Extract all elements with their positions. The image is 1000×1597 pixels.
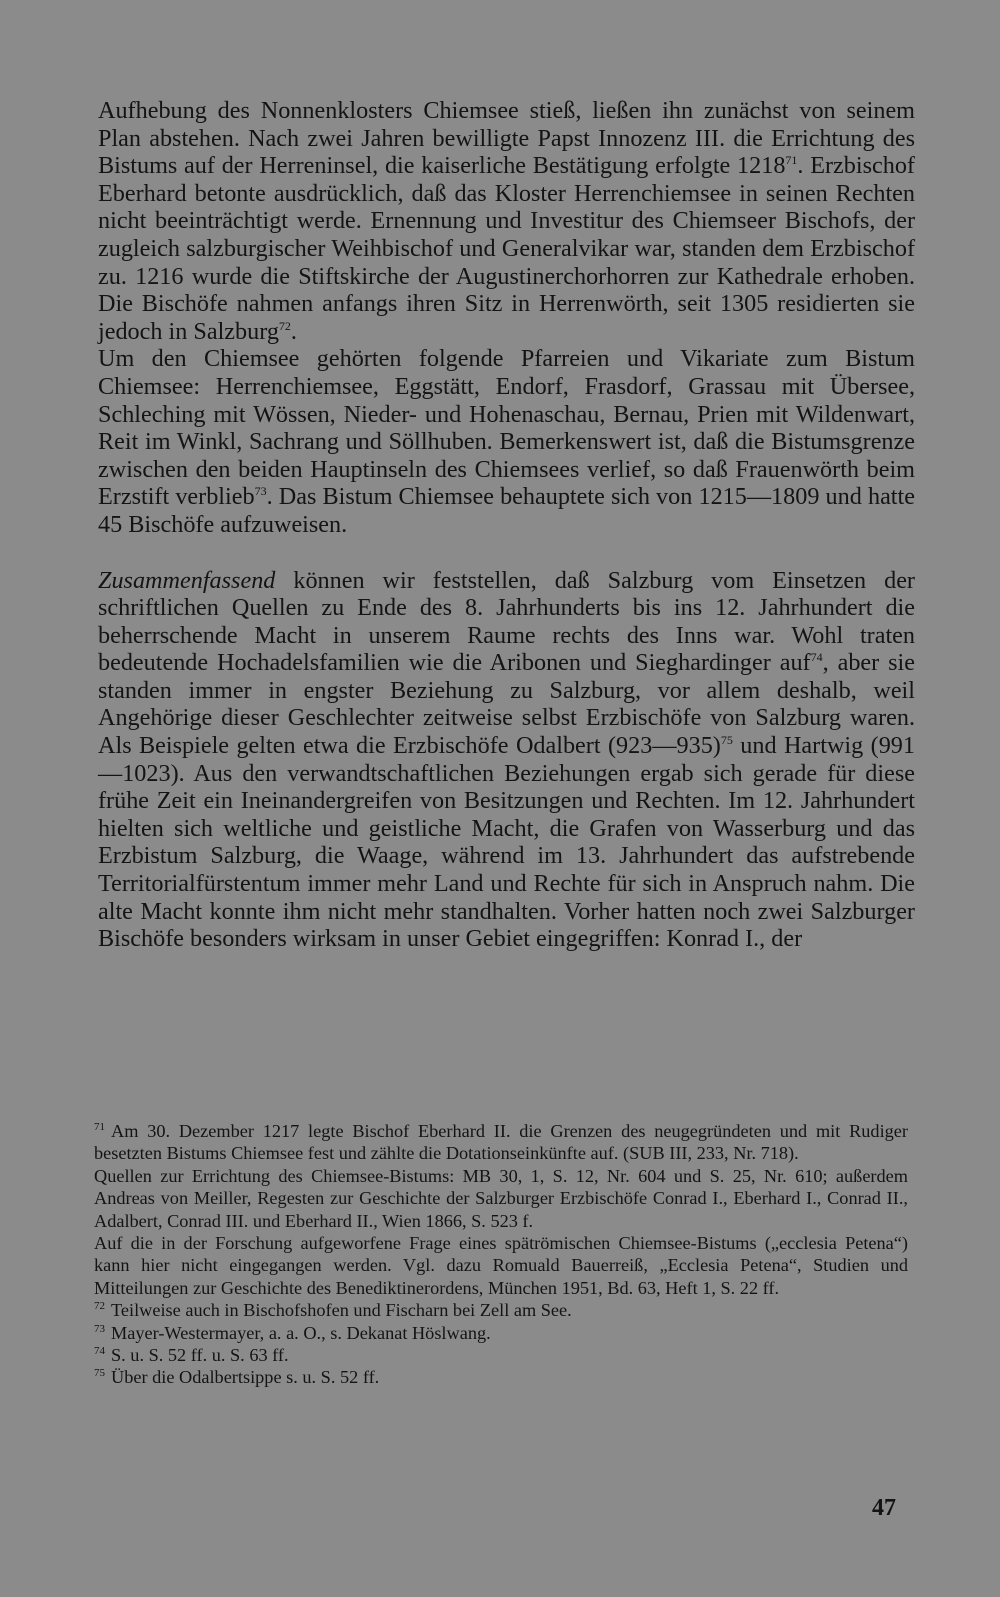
- footnote: $^{75}$ Über die Odalbertsippe s. u. S. 52 ff.: [94, 1367, 380, 1388]
- paragraph: Aufhebung des Nonnenklosters Chiemsee stieß, ließen ihn zunächst von seinem Plan abstehen. Nach zwei Jahren bewilligte Papst Innozenz III. die Errichtung des Bistums auf der Herreninsel, die kaiserliche Bestätigung erfolgte 1218$^{71}$. Erzbischof Eberhard betonte ausdrücklich, daß das Kloster Herrenchiemsee in seinen Rechten nicht beeinträchtigt werde. Ernennung und Investitur des Chiemseer Bischofs, der zugleich salzburgischer Weihbischof und Generalvikar war, standen dem Erzbischof zu. 1216 wurde die Stiftskirche der Augustinerchorhorren zur Kathedrale erhoben. Die Bischöfe nahmen anfangs ihren Sitz in Herrenwörth, seit 1305 residierten sie jedoch in Salzburg$^{72}$.: [98, 97, 915, 345]
- emphasis: Zusammenfassend: [98, 566, 276, 594]
- footnote-number: 73: [94, 1322, 105, 1335]
- footnote-ref: 71: [785, 153, 798, 168]
- paragraph: Um den Chiemsee gehörten folgende Pfarreien und Vikariate zum Bistum Chiemsee: Herrenchiemsee, Eggstätt, Endorf, Frasdorf, Grassau mit Übersee, Schleching mit Wössen, Nieder- und Hohenaschau, Bernau, Prien mit Wildenwart, Reit im Winkl, Sachrang und Söllhuben. Bemerkenswert ist, daß die Bistumsgrenze zwischen den beiden Hauptinseln des Chiemsees verlief, so daß Frauenwörth beim Erzstift verblieb$^{73}$. Das Bistum Chiemsee behauptete sich von 1215—1809 und hatte 45 Bischöfe aufzuweisen.: [98, 345, 915, 538]
- footnote-number: 74: [94, 1344, 105, 1357]
- footnote-number: 72: [94, 1300, 105, 1313]
- footnote-ref: 74: [810, 650, 823, 665]
- paragraph: Zusammenfassend können wir feststellen, daß Salzburg vom Einsetzen der schriftlichen Quellen zu Ende des 8. Jahrhunderts bis ins 12. Jahrhundert die beherrschende Macht in unserem Raume rechts des Inns war. Wohl traten bedeutende Hochadelsfamilien wie die Aribonen und Sieghardinger auf$^{74}$, aber sie standen immer in engster Beziehung zu Salzburg, vor allem deshalb, weil Angehörige dieser Geschlechter zeitweise selbst Erzbischöfe von Salzburg waren. Als Beispiele gelten etwa die Erzbischöfe Odalbert (923—935)$^{75}$ und Hartwig (991—1023). Aus den verwandtschaftlichen Beziehungen ergab sich gerade für diese frühe Zeit ein Ineinandergreifen von Besitzungen und Rechten. Im 12. Jahrhundert hielten sich weltliche und geistliche Macht, die Grafen von Wasserburg und das Erzbistum Salzburg, die Waage, während im 13. Jahrhundert das aufstrebende Territorialfürstentum immer mehr Land und Rechte für sich in Anspruch nahm. Die alte Macht konnte ihm nicht mehr standhalten. Vorher hatten noch zwei Salzburger Bischöfe besonders wirksam in unser Gebiet eingegriffen: Konrad I., der: [98, 566, 915, 953]
- page-number: 47: [872, 1495, 896, 1521]
- footnote-number: 71: [94, 1120, 105, 1133]
- footnote: $^{71}$ Am 30. Dezember 1217 legte Bischof Eberhard II. die Grenzen des neugegründeten und mit Rudiger besetzten Bistums Chiemsee fest und zählte die Dotationseinkünfte auf. (SUB III, 233, Nr. 718).: [94, 1120, 908, 1164]
- main-text: [98, 97, 915, 953]
- footnote-number: 75: [94, 1367, 105, 1380]
- footnotes: [94, 1120, 908, 1389]
- footnote-ref: 73: [254, 484, 267, 499]
- footnote-ref: 72: [278, 318, 291, 333]
- footnote: Quellen zur Errichtung des Chiemsee-Bistums: MB 30, 1, S. 12, Nr. 604 und S. 25, Nr. 610; außerdem Andreas von Meiller, Regesten zur Geschichte der Salzburger Erzbischöfe Conrad I., Eberhard I., Conrad II., Adalbert, Conrad III. und Eberhard II., Wien 1866, S. 523 f.: [94, 1165, 908, 1231]
- footnote: Auf die in der Forschung aufgeworfene Frage eines spätrömischen Chiemsee-Bistums („ecclesia Petena“) kann hier nicht eingegangen werden. Vgl. dazu Romuald Bauerreiß, „Ecclesia Petena“, Studien und Mitteilungen zur Geschichte des Benediktinerordens, München 1951, Bd. 63, Heft 1, S. 22 ff.: [94, 1233, 908, 1298]
- footnote-ref: 75: [720, 733, 733, 747]
- footnote: $^{73}$ Mayer-Westermayer, a. a. O., s. Dekanat Höslwang.: [94, 1322, 491, 1343]
- footnote: $^{74}$ S. u. S. 52 ff. u. S. 63 ff.: [94, 1344, 289, 1366]
- footnote: $^{72}$ Teilweise auch in Bischofshofen und Fischarn bei Zell am See.: [94, 1300, 572, 1321]
